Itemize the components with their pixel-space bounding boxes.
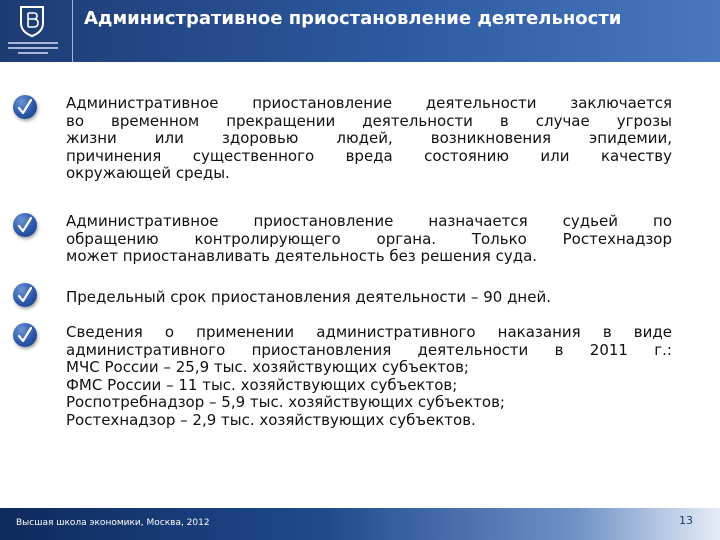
text-line: жизни или здоровью людей, возникновения эпидемии, xyxy=(66,129,672,147)
checkmark-icon xyxy=(13,323,37,347)
text-line: Роспотребнадзор – 5,9 тыс. хозяйствующих субъектов; xyxy=(66,393,505,411)
text-line: Административное приостановление деятельности заключается xyxy=(66,94,672,112)
text-line: Сведения о применении административного наказания в виде xyxy=(66,323,672,341)
text-line: административного приостановления деятельности в 2011 г.: xyxy=(66,340,672,359)
item-text xyxy=(66,324,672,429)
text-line: ФМС России – 11 тыс. хозяйствующих субъектов; xyxy=(66,375,458,394)
text-line: МЧС России – 25,9 тыс. хозяйствующих субъектов; xyxy=(66,358,469,376)
text-line: обращению контролирующего органа. Только Ростехнадзор xyxy=(66,229,672,248)
footer-text: Высшая школа экономики, Москва, 2012 xyxy=(16,518,210,528)
text-line: может приостанавливать деятельность без решения суда. xyxy=(66,247,538,265)
text-line: во временном прекращении деятельности в случае угрозы xyxy=(66,111,672,130)
text-line: Предельный срок приостановления деятельности – 90 дней. xyxy=(66,288,551,306)
slide-footer xyxy=(0,508,720,540)
text-line: причинения существенного вреда состоянию или качеству xyxy=(66,146,672,165)
page-number: 13 xyxy=(679,514,693,527)
slide-header xyxy=(0,0,720,62)
item-text xyxy=(66,213,672,266)
text-line: Ростехнадзор – 2,9 тыс. хозяйствующих субъектов. xyxy=(66,410,476,429)
item-text xyxy=(66,289,672,307)
checkmark-icon xyxy=(13,95,37,119)
header-divider xyxy=(72,0,73,62)
university-crest-icon xyxy=(19,5,45,37)
checkmark-icon xyxy=(13,213,37,237)
text-line: Административное приостановление назначается судьей по xyxy=(66,212,672,230)
checkmark-icon xyxy=(13,283,37,307)
logo-caption-lines xyxy=(8,42,58,57)
logo xyxy=(0,0,66,62)
text-line: окружающей среды. xyxy=(66,164,230,182)
slide-title: Административное приостановление деятельности xyxy=(84,8,622,29)
item-text xyxy=(66,95,672,183)
